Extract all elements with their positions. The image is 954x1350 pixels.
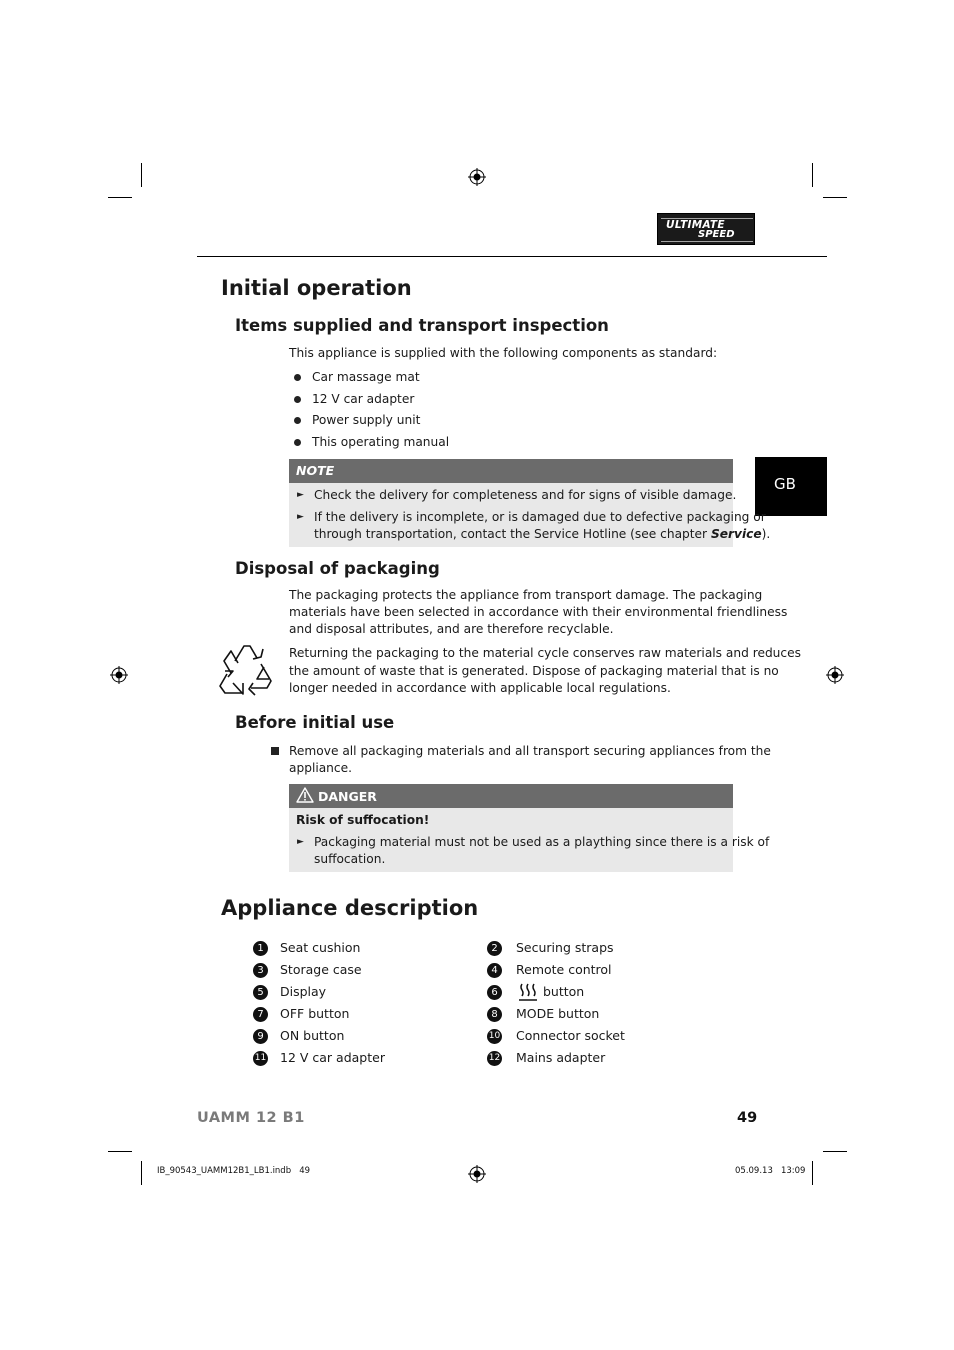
brand-logo	[657, 213, 755, 245]
bullet-icon	[294, 417, 301, 424]
before-text-line: Remove all packaging materials and all transport securing appliances from the	[289, 744, 771, 758]
note-line-2a: If the delivery is incomplete, or is damaged due to defective packaging or	[314, 510, 766, 524]
part-label: Seat cushion	[280, 940, 361, 955]
note-label: NOTE	[296, 463, 335, 478]
note-line-2b-text: through transportation, contact the Service Hotline (see chapter	[314, 527, 711, 541]
danger-header	[289, 784, 733, 808]
note-line-1: Check the delivery for completeness and for signs of visible damage.	[314, 488, 737, 502]
part-number: 5	[253, 985, 268, 1000]
list-item: Car massage mat	[312, 370, 420, 384]
bullet-icon	[294, 374, 301, 381]
danger-label: DANGER	[318, 789, 377, 804]
heading-disposal: Disposal of packaging	[235, 559, 440, 578]
registration-mark-icon	[826, 666, 844, 684]
bullet-icon	[294, 396, 301, 403]
brand-line2: SPEED	[698, 229, 735, 240]
registration-mark-icon	[468, 168, 486, 186]
header-rule	[197, 256, 827, 257]
slug-date: 05.09.13 13:09	[735, 1166, 806, 1176]
registration-mark-icon	[110, 666, 128, 684]
section-title-initial-operation: Initial operation	[221, 276, 412, 300]
danger-line-2: suffocation.	[314, 852, 386, 866]
danger-risk: Risk of suffocation!	[296, 813, 430, 827]
part-label: Mains adapter	[516, 1050, 606, 1065]
items-intro: This appliance is supplied with the following components as standard:	[289, 346, 718, 360]
heat-icon	[518, 982, 538, 1002]
disposal-p1-line: The packaging protects the appliance from transport damage. The packaging	[289, 588, 763, 602]
part-number: 9	[253, 1029, 268, 1044]
part-label: MODE button	[516, 1006, 600, 1021]
footer-page-number: 49	[737, 1110, 758, 1126]
slug-filename: IB_90543_UAMM12B1_LB1.indb 49	[157, 1166, 311, 1176]
warning-triangle-icon	[296, 787, 314, 803]
part-label: 12 V car adapter	[280, 1050, 385, 1065]
note-line-2b	[314, 526, 770, 544]
arrow-bullet-icon: ►	[297, 837, 304, 847]
heading-items-supplied: Items supplied and transport inspection	[235, 316, 609, 335]
disposal-p2-line: Returning the packaging to the material cycle conserves raw materials and reduces	[289, 646, 801, 660]
part-number: 6	[487, 985, 502, 1000]
disposal-p2-line: the amount of waste that is generated. Dispose of packaging material that is no	[289, 664, 779, 678]
list-item: 12 V car adapter	[312, 392, 415, 406]
footer-model: UAMM 12 B1	[197, 1110, 305, 1126]
arrow-bullet-icon: ►	[297, 512, 304, 522]
part-number: 2	[487, 941, 502, 956]
list-item: This operating manual	[312, 435, 450, 449]
part-number: 8	[487, 1007, 502, 1022]
part-number: 3	[253, 963, 268, 978]
list-item: Power supply unit	[312, 413, 421, 427]
danger-line-1: Packaging material must not be used as a plaything since there is a risk of	[314, 835, 770, 849]
part-label: OFF button	[280, 1006, 350, 1021]
registration-mark-icon	[468, 1165, 486, 1183]
section-title-appliance-description: Appliance description	[221, 896, 479, 920]
disposal-p1-line: and disposal attributes, and are therefore recyclable.	[289, 622, 614, 636]
part-label: Securing straps	[516, 940, 614, 955]
disposal-p1-line: materials have been selected in accordance with their environmental friendliness	[289, 605, 788, 619]
language-tab	[755, 457, 827, 516]
part-label: button	[543, 984, 585, 999]
heading-before-initial-use: Before initial use	[235, 713, 395, 732]
part-label: Display	[280, 984, 327, 999]
part-label: Remote control	[516, 962, 612, 977]
disposal-p2-line: longer needed in accordance with applicable local regulations.	[289, 681, 671, 695]
recycle-icon	[217, 641, 275, 697]
note-header	[289, 459, 733, 483]
part-number: 12	[487, 1051, 502, 1066]
note-line-2b-end: ).	[761, 527, 771, 541]
part-label: ON button	[280, 1028, 345, 1043]
bullet-icon	[294, 439, 301, 446]
arrow-bullet-icon: ►	[297, 490, 304, 500]
before-text-line: appliance.	[289, 761, 352, 775]
brand-line1: ULTIMATE	[666, 219, 725, 231]
language-tab-label: GB	[774, 475, 796, 493]
part-number: 1	[253, 941, 268, 956]
part-number: 11	[253, 1051, 268, 1066]
part-number: 10	[487, 1029, 502, 1044]
note-service-ref: Service	[710, 527, 762, 541]
part-label: Connector socket	[516, 1028, 625, 1043]
part-number: 4	[487, 963, 502, 978]
part-label: Storage case	[280, 962, 362, 977]
part-number: 7	[253, 1007, 268, 1022]
square-bullet-icon	[271, 747, 279, 755]
